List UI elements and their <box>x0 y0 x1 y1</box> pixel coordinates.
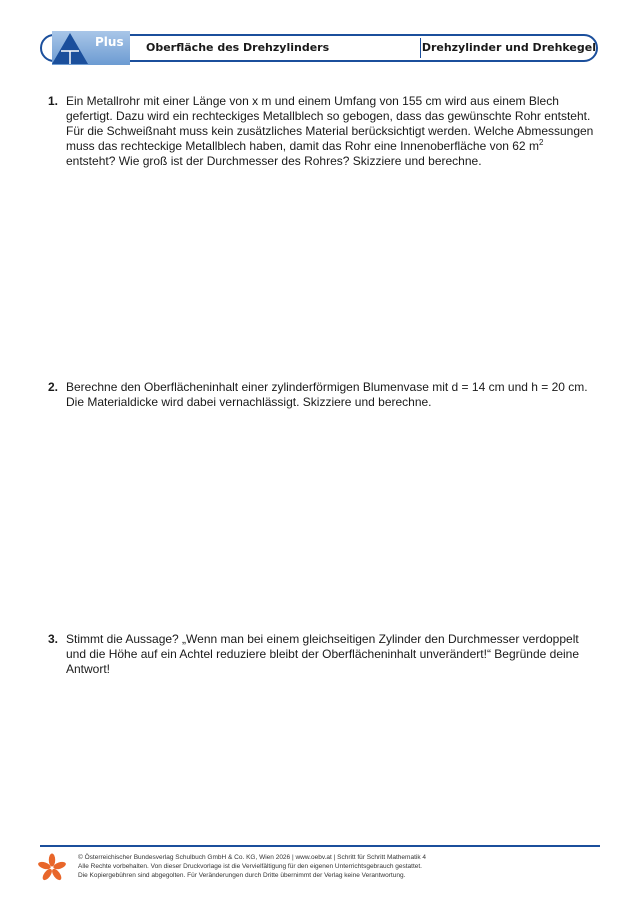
footer-divider <box>40 845 600 847</box>
task-text: Stimmt die Aussage? „Wenn man bei einem gleichseitigen Zylinder den Durchmesser verdoppelt und die Höhe auf ein Achtel reduziere bleibt der Oberflächeninhalt unverändert!“ Begründe deine Antwort! <box>66 632 580 676</box>
task-number: 2. <box>48 380 59 394</box>
task-number: 1. <box>48 94 59 108</box>
superscript: 2 <box>538 138 544 147</box>
footer-line: Die Kopiergebühren sind abgegolten. Für Veränderungen durch Dritte übernimmt der Verlag keine Verantwortung. <box>78 872 406 879</box>
task-text <box>66 94 594 169</box>
logo-label: Plus <box>95 35 124 49</box>
task-number: 3. <box>48 632 59 646</box>
task-text-part: Ein Metallrohr mit einer Länge von x m und einem Umfang von 155 cm wird aus einem Blech gefertigt. Dazu wird ein rechteckiges Metallblech so gebogen, dass das gewünschte Rohr entsteht. Für die Schweißnaht muss kein zusätzliches Material berücksichtigt werden. Welche Abmessungen muss das rechteckige Metallblech haben, damit das Rohr eine Innenoberfläche von 62 m <box>66 94 594 153</box>
task-text-part: entsteht? Wie groß ist der Durchmesser des Rohres? Skizziere und berechne. <box>66 154 482 168</box>
footer-copyright <box>78 853 578 880</box>
task-text: Berechne den Oberflächeninhalt einer zylinderförmigen Blumenvase mit d = 14 cm und h = 20 cm. Die Materialdicke wird dabei vernachlässigt. Skizziere und berechne. <box>66 380 588 409</box>
footer-line: © Österreichischer Bundesverlag Schulbuch GmbH & Co. KG, Wien 2026 | www.oebv.at | Schritt für Schritt Mathematik 4 <box>78 854 426 861</box>
footer-line: Alle Rechte vorbehalten. Von dieser Druckvorlage ist die Vervielfältigung für den eigenen Unterrichtsgebrauch gestattet. <box>78 863 422 870</box>
oebv-star-icon <box>38 852 66 882</box>
page-topic: Drehzylinder und Drehkegel <box>421 41 596 54</box>
page-title: Oberfläche des Drehzylinders <box>146 41 330 54</box>
